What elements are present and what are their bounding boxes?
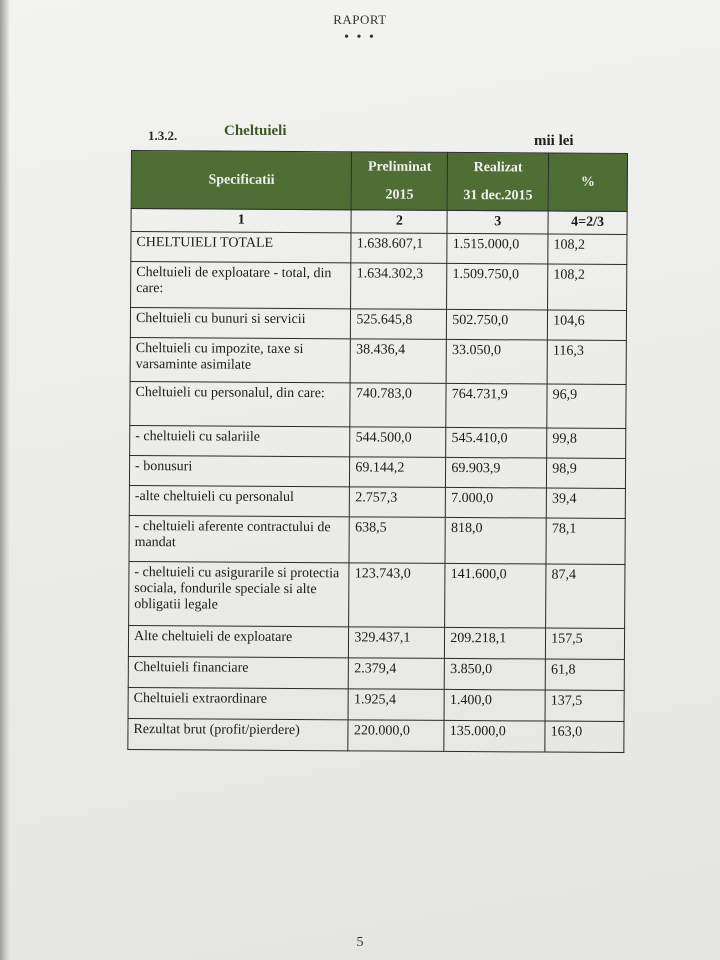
running-header-title: RAPORT: [333, 12, 387, 27]
row-percent: 39,4: [546, 488, 625, 518]
table-header-row: [131, 151, 627, 212]
column-index-row: [131, 209, 627, 235]
row-label: - cheltuieli cu asigurarile si protectia sociala, fondurile speciale si alte obligatii legale: [129, 561, 350, 626]
row-label: CHELTUIELI TOTALE: [131, 232, 352, 263]
row-realizat: 209.218,1: [445, 627, 546, 659]
row-label: Cheltuieli de exploatare - total, din care:: [131, 262, 352, 309]
table-row: [130, 425, 626, 458]
page-number: 5: [356, 935, 364, 950]
row-percent: 87,4: [546, 564, 625, 628]
header-percent: %: [548, 153, 627, 211]
row-realizat: 33.050,0: [446, 339, 547, 384]
row-label: - cheltuieli cu salariile: [130, 425, 351, 456]
row-label: - bonusuri: [129, 455, 350, 486]
row-preliminat: 2.757,3: [350, 487, 446, 518]
row-preliminat: 329.437,1: [349, 627, 445, 659]
header-realizat: [447, 152, 548, 211]
row-label: Alte cheltuieli de exploatare: [128, 625, 349, 657]
header-preliminat: [352, 152, 448, 211]
index-cell: 2: [351, 210, 447, 234]
row-realizat: 3.850,0: [444, 658, 545, 690]
row-realizat: 545.410,0: [446, 427, 547, 458]
table-row: [131, 262, 627, 311]
index-cell: 4=2/3: [548, 211, 627, 234]
row-percent: 137,5: [545, 690, 624, 721]
row-preliminat: 525.645,8: [351, 309, 447, 340]
page-edge-shadow: [0, 0, 10, 960]
row-label: - cheltuieli aferente contractului de mandat: [129, 515, 350, 562]
header-ornament-dots: • • •: [344, 30, 376, 45]
row-realizat: 764.731,9: [446, 383, 547, 428]
row-preliminat: 2.379,4: [349, 658, 445, 690]
header-realizat-line2: 31 dec.2015: [463, 188, 533, 204]
row-preliminat: 220.000,0: [348, 720, 444, 752]
expenses-table: [127, 150, 628, 753]
table-row: [128, 687, 624, 721]
table-row: [128, 718, 624, 752]
table-row: [130, 337, 626, 384]
section-title: Cheltuieli: [224, 123, 287, 139]
row-percent: 157,5: [546, 628, 625, 659]
table-row: [130, 381, 626, 428]
row-realizat: 135.000,0: [444, 720, 545, 752]
row-realizat: 1.400,0: [444, 689, 545, 721]
row-preliminat: 740.783,0: [350, 383, 446, 428]
row-percent: 99,8: [547, 428, 626, 458]
row-realizat: 69.903,9: [446, 457, 547, 488]
row-preliminat: 544.500,0: [350, 427, 446, 458]
row-realizat: 1.509.750,0: [447, 263, 548, 310]
table-row: [128, 625, 624, 659]
row-percent: 96,9: [547, 384, 626, 428]
row-percent: 108,2: [548, 234, 627, 264]
table-row: [129, 455, 625, 488]
row-percent: 108,2: [548, 264, 627, 310]
header-preliminat-line2: 2015: [385, 187, 414, 203]
row-label: -alte cheltuieli cu personalul: [129, 485, 350, 516]
row-percent: 163,0: [545, 721, 624, 752]
expenses-table-wrapper: [127, 150, 628, 753]
row-preliminat: 1.638.607,1: [351, 233, 447, 264]
row-realizat: 818,0: [445, 517, 546, 564]
row-label: Cheltuieli cu bunuri si servicii: [130, 308, 351, 339]
row-preliminat: 1.634.302,3: [351, 263, 447, 310]
row-label: Cheltuieli financiare: [128, 656, 349, 688]
unit-label: mii lei: [534, 133, 574, 149]
row-preliminat: 38.436,4: [350, 339, 446, 384]
row-label: Cheltuieli extraordinare: [128, 687, 349, 719]
row-realizat: 1.515.000,0: [447, 233, 548, 264]
row-preliminat: 1.925,4: [348, 689, 444, 721]
index-cell: 3: [447, 210, 548, 234]
row-percent: 78,1: [546, 518, 625, 564]
row-realizat: 502.750,0: [447, 309, 548, 340]
index-cell: 1: [131, 209, 352, 233]
row-label: Cheltuieli cu impozite, taxe si varsaminte asimilate: [130, 337, 351, 382]
table-row: [130, 308, 626, 341]
table-row: [129, 561, 625, 628]
table-row: [131, 232, 627, 265]
row-percent: 98,9: [547, 458, 626, 488]
table-row: [128, 656, 624, 690]
row-realizat: 7.000,0: [446, 487, 547, 518]
header-realizat-line1: Realizat: [473, 160, 523, 176]
table-row: [129, 515, 625, 564]
row-percent: 116,3: [547, 340, 626, 384]
header-specificatii: Specificatii: [131, 151, 352, 210]
section-number: 1.3.2.: [148, 128, 178, 143]
row-preliminat: 69.144,2: [350, 457, 446, 488]
row-realizat: 141.600,0: [445, 563, 546, 628]
row-preliminat: 638,5: [349, 517, 445, 564]
table-row: [129, 485, 625, 518]
header-preliminat-line1: Preliminat: [367, 159, 432, 175]
row-label: Cheltuieli cu personalul, din care:: [130, 381, 351, 426]
row-preliminat: 123.743,0: [349, 563, 445, 628]
row-percent: 61,8: [545, 659, 624, 690]
row-label: Rezultat brut (profit/pierdere): [128, 718, 349, 750]
row-percent: 104,6: [548, 310, 627, 340]
